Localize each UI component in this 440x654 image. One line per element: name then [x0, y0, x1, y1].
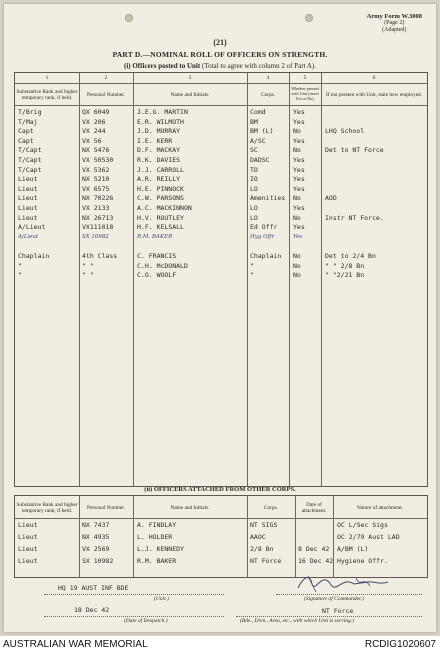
- roll-cell-rank: Capt: [18, 136, 34, 145]
- roll-cell-name: J.J. CARROLL: [137, 165, 184, 174]
- part-title: PART D.—NOMINAL ROLL OF OFFICERS ON STRENGTH.: [112, 50, 328, 59]
- header-name: Name and Initials.: [170, 91, 210, 98]
- attached-cell-num: SX 10982: [82, 557, 114, 565]
- header-attachment-nature: Nature of attachment.: [356, 504, 404, 511]
- roll-cell-name: R.M. BAKER: [137, 233, 173, 240]
- header-personal-number: Personal Number.: [87, 91, 125, 98]
- column-number: 2: [104, 75, 108, 81]
- page-number: (21): [213, 38, 227, 47]
- attached-cell-date: 8 Dec 42: [298, 545, 330, 553]
- roll-cell-present: Yes: [293, 223, 305, 232]
- roll-cell-num: NX 5210: [82, 175, 110, 184]
- roll-cell-present: Yes: [293, 117, 305, 126]
- attached-officers-table: [14, 495, 428, 578]
- table-rule: [15, 518, 427, 519]
- roll-cell-note: LHQ School: [325, 127, 365, 136]
- roll-cell-rank: A/Lieut: [18, 223, 46, 232]
- roll-cell-num: " ": [82, 261, 94, 270]
- roll-cell-corps: BM (L): [250, 127, 274, 136]
- roll-cell-name: A.R. REILLY: [137, 175, 181, 184]
- posted-heading-rest: (Total to agree with column 2 of Part A).: [200, 62, 316, 70]
- header-employment: If not present with Unit, state how employed.: [325, 91, 423, 98]
- roll-cell-present: Yes: [293, 108, 305, 116]
- roll-cell-num: 4th Class: [82, 252, 118, 260]
- attached-cell-num: VX 2569: [82, 545, 110, 553]
- roll-cell-corps: A/SC: [250, 136, 266, 145]
- header-name: Name and Initials.: [170, 504, 210, 511]
- roll-cell-name: D.F. MACKAY: [137, 146, 181, 155]
- roll-cell-rank: T/Capt: [18, 165, 42, 174]
- roll-cell-present: Yes: [293, 204, 305, 212]
- roll-cell-corps: IO: [250, 175, 258, 184]
- roll-cell-corps: Comd: [250, 108, 266, 116]
- roll-cell-rank: Chaplain: [18, 252, 50, 260]
- roll-cell-present: Yes: [293, 175, 305, 184]
- roll-cell-name: C.O. WOOLF: [137, 271, 177, 280]
- table-rule: [15, 105, 427, 106]
- attached-cell-num: NX 4935: [82, 533, 110, 541]
- roll-cell-note: Instr NT Force.: [325, 213, 384, 222]
- roll-cell-name: R.K. DAVIES: [137, 156, 181, 164]
- date-line: [44, 616, 224, 617]
- roll-cell-rank: T/Capt: [18, 146, 42, 155]
- roll-cell-note: Det to 2/4 Bn: [325, 252, 376, 260]
- roll-cell-note: AOD: [325, 194, 337, 203]
- punch-hole: [305, 14, 313, 22]
- attached-cell-name: A. FINDLAY: [137, 521, 177, 529]
- attached-cell-corps: AAOC: [250, 533, 266, 541]
- column-rule: [321, 73, 322, 486]
- signature-caption: (Signature of Commander.): [304, 596, 364, 602]
- posted-officers-heading: [4, 62, 436, 70]
- header-corps: Corps.: [264, 504, 278, 511]
- roll-cell-num: VX 244: [82, 127, 106, 136]
- header-rank: Substantive Rank and higher temporary rank, if held.: [16, 88, 78, 101]
- roll-cell-num: VX 50530: [82, 156, 114, 164]
- roll-cell-rank: Lieut: [18, 204, 38, 212]
- attached-cell-name: R.M. BAKER: [137, 557, 177, 565]
- attached-cell-name: L.J. KENNEDY: [137, 545, 184, 553]
- attached-cell-rank: Lieut: [18, 545, 38, 553]
- roll-cell-present: No: [293, 213, 301, 222]
- roll-cell-num: NX 26713: [82, 213, 114, 222]
- despatch-date-caption: (Date of Despatch.): [124, 618, 168, 624]
- roll-cell-rank: ": [18, 261, 22, 270]
- roll-cell-present: Yes: [293, 233, 303, 240]
- punch-hole: [125, 14, 133, 22]
- attached-cell-corps: 2/8 Bn: [250, 545, 274, 553]
- roll-cell-present: No: [293, 146, 301, 155]
- roll-cell-present: Yes: [293, 156, 305, 164]
- roll-cell-name: H.F. KELSALL: [137, 223, 184, 232]
- roll-cell-present: No: [293, 252, 301, 260]
- despatch-date-value: 18 Dec 42: [74, 606, 110, 614]
- attached-cell-num: NX 7437: [82, 521, 110, 529]
- roll-cell-num: SX 10982: [82, 233, 109, 240]
- column-number: 5: [303, 75, 307, 81]
- roll-cell-num: QX 6049: [82, 108, 110, 116]
- column-number: 4: [266, 75, 270, 81]
- header-corps: Corps.: [261, 91, 275, 98]
- roll-cell-name: H.E. PINNOCK: [137, 184, 184, 193]
- roll-cell-corps: TO: [250, 165, 258, 174]
- signature-line: [276, 594, 422, 595]
- roll-cell-name: C. FRANCIS: [137, 252, 177, 260]
- roll-cell-rank: Lieut: [18, 184, 38, 193]
- roll-cell-corps: BM: [250, 117, 258, 126]
- attached-cell-corps: NT Force: [250, 557, 282, 565]
- roll-cell-corps: Amenities: [250, 194, 286, 203]
- roll-cell-present: No: [293, 261, 301, 270]
- roll-cell-name: C.H. McDONALD: [137, 261, 188, 270]
- roll-cell-corps: DADSC: [250, 156, 270, 164]
- roll-cell-name: I.E. KERR: [137, 136, 173, 145]
- roll-cell-rank: A/Lieut: [18, 233, 39, 240]
- roll-cell-num: VX111018: [82, 223, 114, 232]
- header-rank: Substantive Rank and higher temporary rank, if held.: [16, 501, 78, 514]
- roll-cell-present: Yes: [293, 136, 305, 145]
- unit-line: [44, 594, 224, 595]
- officers-on-strength-table: [14, 72, 428, 487]
- service-caption: (Bde., Divn., Area, etc., with which Unit is serving.): [240, 618, 354, 624]
- roll-cell-rank: Lieut: [18, 213, 38, 222]
- column-rule: [133, 73, 134, 486]
- roll-cell-corps: Ed Offr: [250, 223, 278, 232]
- roll-cell-corps: ": [250, 261, 254, 270]
- roll-cell-present: No: [293, 127, 301, 136]
- roll-cell-name: J.D. MURRAY: [137, 127, 181, 136]
- roll-cell-present: Yes: [293, 184, 305, 193]
- roll-cell-rank: ": [18, 271, 22, 280]
- roll-cell-corps: LO: [250, 184, 258, 193]
- roll-cell-num: VX 6575: [82, 184, 110, 193]
- service-value: NT Force: [322, 607, 354, 615]
- roll-cell-name: J.E.G. MARTIN: [137, 108, 188, 116]
- attached-cell-corps: NT SIGS: [250, 521, 278, 529]
- form-identifier: [367, 13, 422, 34]
- roll-cell-num: " ": [82, 271, 94, 280]
- column-number: 3: [188, 75, 192, 81]
- roll-cell-present: No: [293, 194, 301, 203]
- roll-cell-name: H.V. ROUTLEY: [137, 213, 184, 222]
- roll-cell-name: A.C. MACKINNON: [137, 204, 192, 212]
- document-page: [4, 4, 436, 632]
- unit-caption: (Unit.): [154, 596, 169, 602]
- header-attachment-date: Date of attachment.: [301, 501, 327, 514]
- attached-cell-nature: A/BM (L): [337, 545, 369, 553]
- roll-cell-num: VX 56: [82, 136, 102, 145]
- attached-cell-nature: OC 2/79 Aust LAD: [337, 533, 400, 541]
- caption-record-id: RCDIG1020607: [364, 639, 436, 650]
- roll-cell-corps: LO: [250, 213, 258, 222]
- roll-cell-rank: Capt: [18, 127, 34, 136]
- roll-cell-corps: Hyg Offr: [250, 233, 275, 240]
- form-page-ref: (Page 2): [384, 20, 405, 26]
- roll-cell-num: NX 5476: [82, 146, 110, 155]
- roll-cell-num: VX 5362: [82, 165, 110, 174]
- roll-cell-corps: ": [250, 271, 254, 280]
- column-rule: [289, 73, 290, 486]
- roll-cell-rank: T/Maj: [18, 117, 38, 126]
- roll-cell-present: No: [293, 271, 301, 280]
- attached-cell-rank: Lieut: [18, 533, 38, 541]
- roll-cell-note: " " 2/8 Bn: [325, 261, 365, 270]
- posted-heading-bold: (i) Officers posted to Unit: [124, 62, 201, 70]
- roll-cell-corps: LO: [250, 204, 258, 212]
- roll-cell-note: Det to NT Force: [325, 146, 384, 155]
- attached-cell-nature: OC L/Sec Sigs: [337, 521, 388, 529]
- roll-cell-name: C.W. PARSONS: [137, 194, 184, 203]
- service-line: [236, 616, 422, 617]
- roll-cell-note: " "2/21 Bn: [325, 271, 365, 280]
- header-personal-number: Personal Number.: [87, 504, 125, 511]
- roll-cell-corps: SC: [250, 146, 258, 155]
- form-number: Army Form W.3008: [366, 13, 422, 20]
- column-rule: [79, 73, 80, 486]
- column-number: 1: [45, 75, 49, 81]
- roll-cell-rank: T/Capt: [18, 156, 42, 164]
- caption-institution: AUSTRALIAN WAR MEMORIAL: [3, 639, 148, 650]
- column-number: 6: [372, 75, 376, 81]
- roll-cell-rank: Lieut: [18, 194, 38, 203]
- roll-cell-rank: T/Brig: [18, 108, 42, 116]
- unit-value: HQ 19 AUST INF BDE: [58, 584, 129, 592]
- roll-cell-corps: Chaplain: [250, 252, 282, 260]
- attached-cell-rank: Lieut: [18, 521, 38, 529]
- roll-cell-rank: Lieut: [18, 175, 38, 184]
- attached-cell-date: 16 Dec 42: [298, 557, 334, 565]
- attached-cell-nature: Hygiene Offr.: [337, 557, 388, 565]
- roll-cell-num: NX 70226: [82, 194, 114, 203]
- roll-cell-num: VX 2133: [82, 204, 110, 212]
- attached-officers-heading: (ii) OFFICERS ATTACHED FROM OTHER CORPS.: [144, 486, 296, 493]
- attached-cell-name: L. HOLDER: [137, 533, 173, 541]
- roll-cell-present: Yes: [293, 165, 305, 174]
- archive-caption: [0, 636, 440, 654]
- form-adapted: (Adapted): [382, 27, 407, 33]
- roll-cell-num: VX 206: [82, 117, 106, 126]
- commander-signature: [294, 570, 404, 596]
- header-present: Whether present with Unit (insert Yes or No).: [291, 86, 319, 101]
- roll-cell-name: E.R. WILMOTH: [137, 117, 184, 126]
- attached-cell-rank: Lieut: [18, 557, 38, 565]
- column-rule: [247, 73, 248, 486]
